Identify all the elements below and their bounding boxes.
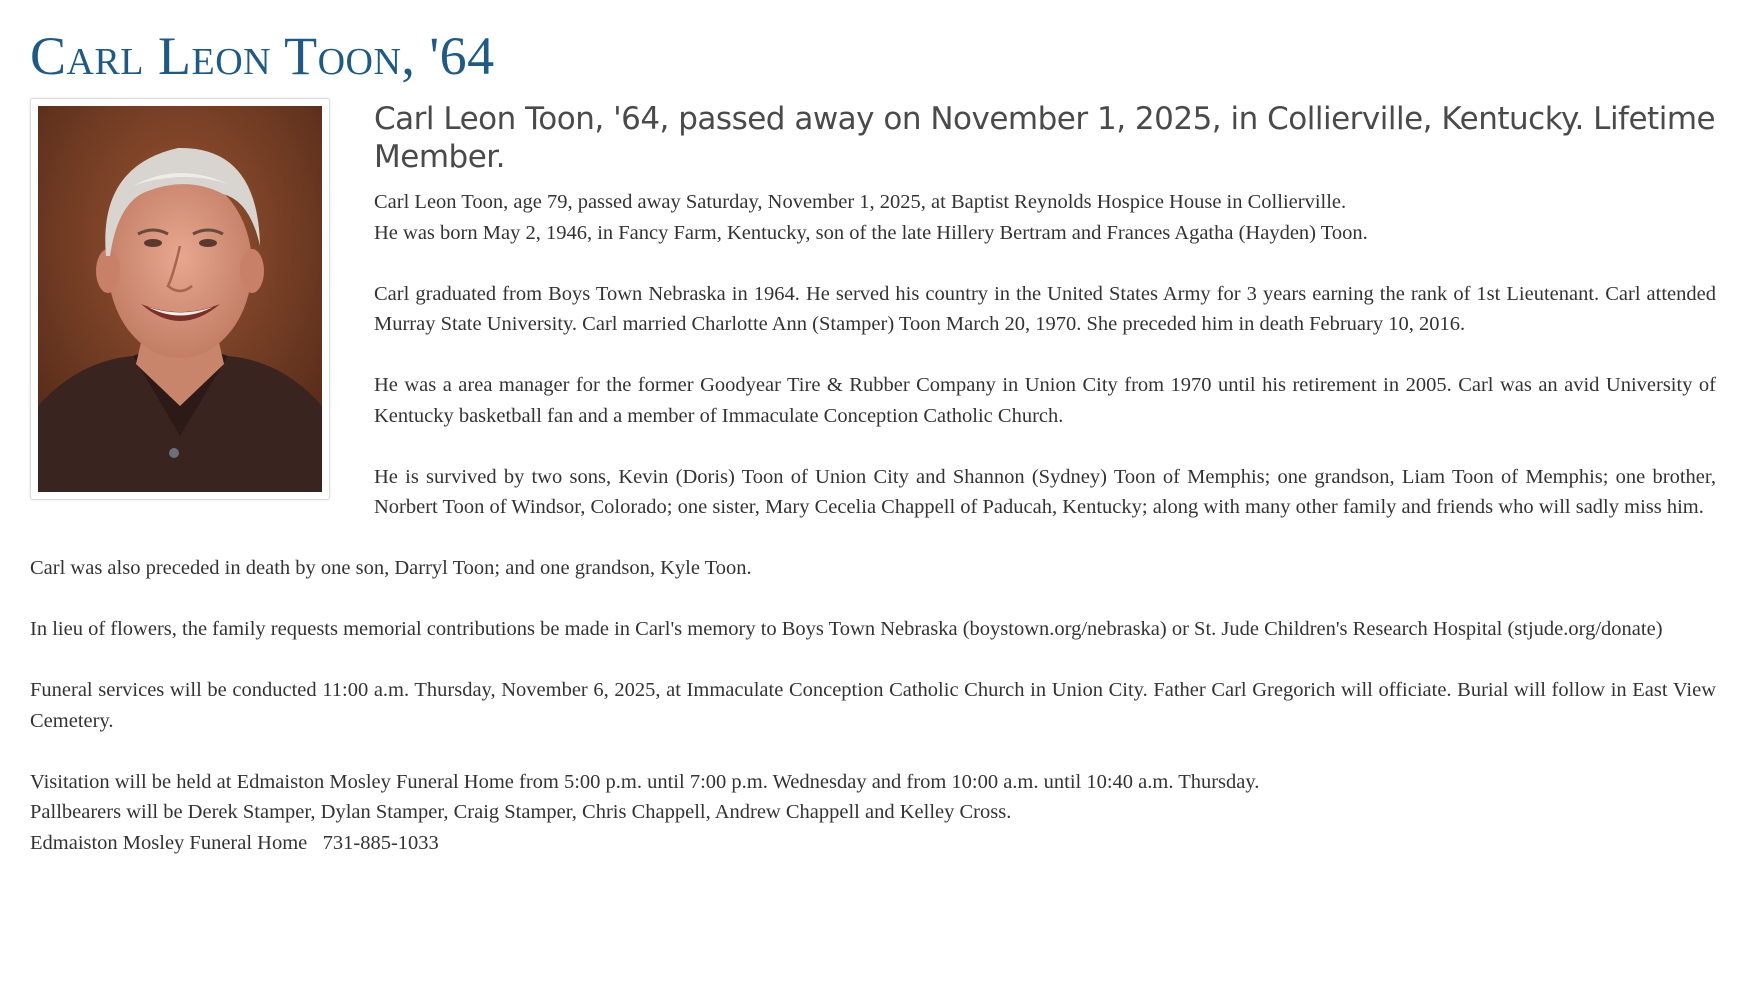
- paragraph-visitation: Visitation will be held at Edmaiston Mosley Funeral Home from 5:00 p.m. until 7:00 p.m. Wednesday and from 10:00 a.m. until 10:40 a.m. Thursday.: [30, 770, 1260, 793]
- obituary-page: [30, 0, 1716, 858]
- paragraph-birth: He was born May 2, 1946, in Fancy Farm, Kentucky, son of the late Hillery Bertram and Frances Agatha (Hayden) Toon.: [374, 221, 1368, 244]
- photo-frame: [30, 98, 330, 500]
- page-title: Carl Leon Toon, '64: [30, 26, 495, 86]
- funeral-home-contact: Edmaiston Mosley Funeral Home 731-885-1033: [30, 831, 439, 854]
- paragraph-funeral: Funeral services will be conducted 11:00 a.m. Thursday, November 6, 2025, at Immaculate Conception Catholic Church in Union City. Father Carl Gregorich will officiate. Burial will follow in East View Cemetery.: [30, 679, 1716, 732]
- paragraph-career: He was a area manager for the former Goodyear Tire & Rubber Company in Union City from 1970 until his retirement in 2005. Carl was an avid University of Kentucky basketball fan and a member of Immaculate Conception Catholic Church.: [374, 374, 1716, 427]
- paragraph-preceded: Carl was also preceded in death by one son, Darryl Toon; and one grandson, Kyle Toon.: [30, 557, 752, 579]
- obituary-headline: Carl Leon Toon, '64, passed away on November 1, 2025, in Collierville, Kentucky. Lifetime Member.: [374, 101, 1716, 175]
- paragraph-survivors: He is survived by two sons, Kevin (Doris) Toon of Union City and Shannon (Sydney) Toon of Memphis; one grandson, Liam Toon of Memphis; one brother, Norbert Toon of Windsor, Colorado; one sister, Mary Cecelia Chappell of Paducah, Kentucky; along with many other family and friends who will sadly miss him.: [374, 465, 1716, 518]
- paragraph-military: Carl graduated from Boys Town Nebraska in 1964. He served his country in the United States Army for 3 years earning the rank of 1st Lieutenant. Carl attended Murray State University. Carl married Charlotte Ann (Stamper) Toon March 20, 1970. She preceded him in death February 10, 2016.: [374, 282, 1716, 335]
- paragraph-pallbearers: Pallbearers will be Derek Stamper, Dylan Stamper, Craig Stamper, Chris Chappell, Andrew Chappell and Kelley Cross.: [30, 801, 1012, 823]
- paragraph-age: Carl Leon Toon, age 79, passed away Saturday, November 1, 2025, at Baptist Reynolds Hospice House in Collierville.: [374, 191, 1347, 213]
- portrait-photo-icon: [38, 106, 322, 492]
- paragraph-memorials: In lieu of flowers, the family requests memorial contributions be made in Carl's memory to Boys Town Nebraska (boystown.org/nebraska) or St. Jude Children's Research Hospital (stjude.org/donate): [30, 618, 1663, 640]
